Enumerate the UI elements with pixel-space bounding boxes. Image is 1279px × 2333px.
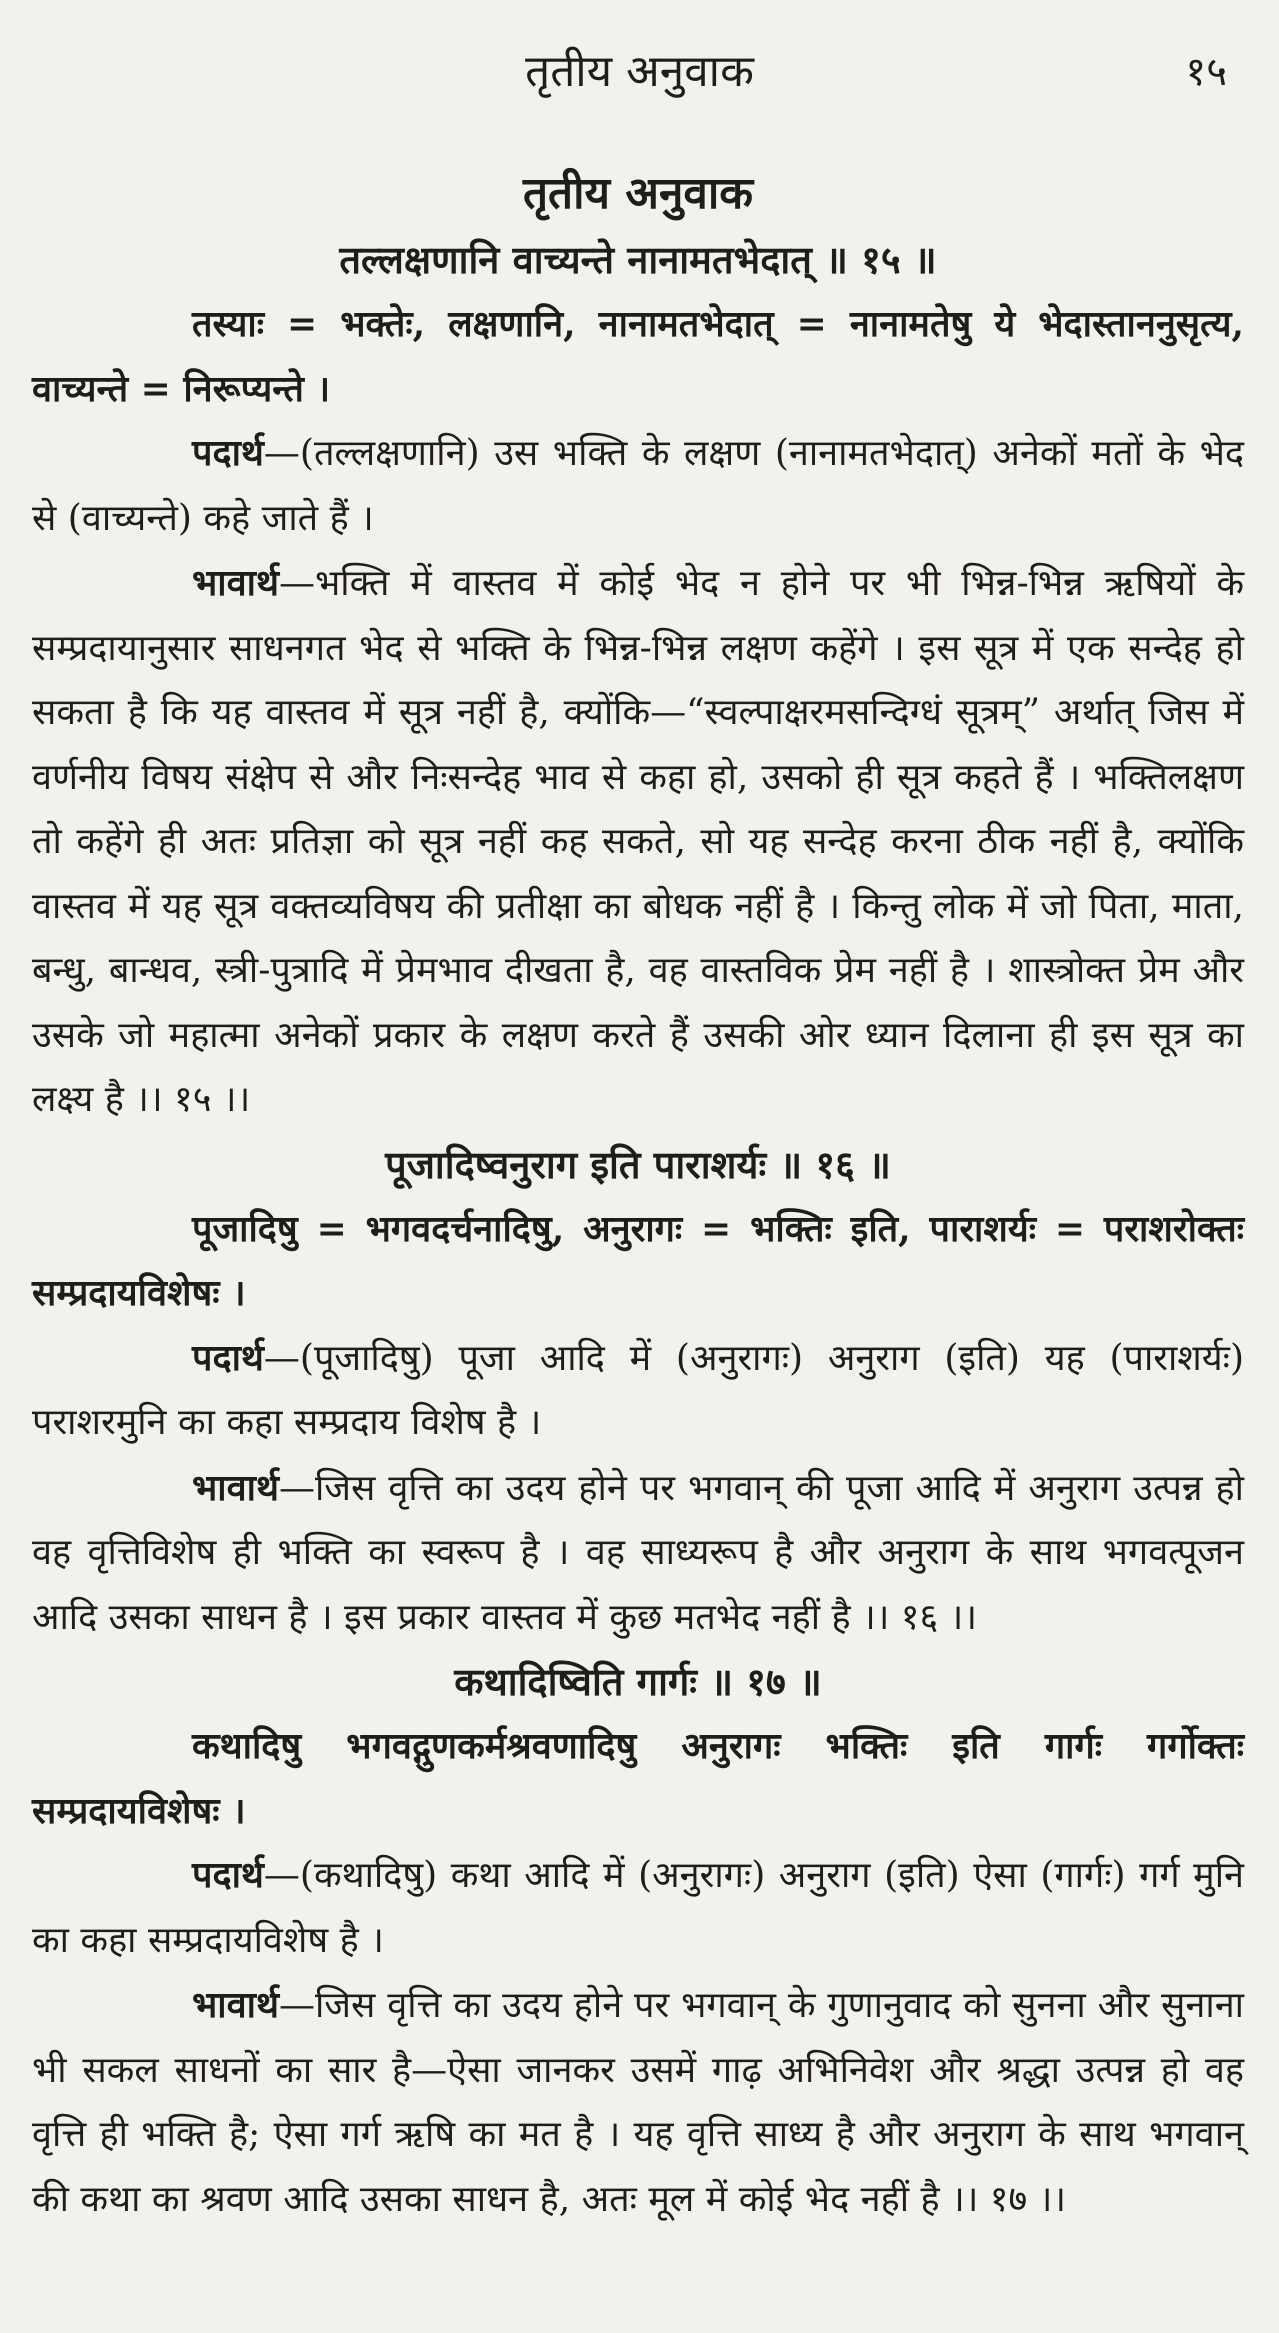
sanskrit-commentary: कथादिषु भगवद्गुणकर्मश्रवणादिषु अनुरागः भक्तिः इति गार्गः गर्गोक्तः सम्प्रदायविशेषः । [32,1725,1244,1832]
page-number: १५ [1185,49,1227,95]
padartha-text: —(कथादिषु) कथा आदि में (अनुरागः) अनुराग (इति) ऐसा (गार्गः) गर्ग मुनि का कहा सम्प्रदायविशेष है । [32,1855,1244,1961]
bhavartha-label: भावार्थ [192,1466,279,1509]
padartha-label: पदार्थ [192,1854,264,1896]
padartha-paragraph [32,421,1244,551]
bhavartha-text: —जिस वृत्ति का उदय होने पर भगवान् के गुणानुवाद को सुनना और सुनाना भी सकल साधनों का सार है—ऐसा जानकर उसमें गाढ़ अभिनिवेश और श्रद्धा उत्पन्न हो वह वृत्ति ही भक्ति है; ऐसा गर्ग ऋषि का मत है । यह वृत्ति साध्य है और अनुराग के साथ भगवान् की कथा का श्रवण आदि उसका साधन है, अतः मूल में कोई भेद नहीं है ।। १७ ।। [32,1985,1245,2220]
bhavartha-text: —भक्ति में वास्तव में कोई भेद न होने पर भी भिन्न-भिन्न ऋषियों के सम्प्रदायानुसार साधनगत भेद से भक्ति के भिन्न-भिन्न लक्षण कहेंगे । इस सूत्र में एक सन्देह हो सकता है कि यह वास्तव में सूत्र नहीं है, क्योंकि—“स्वल्पाक्षरमसन्दिग्धं सूत्रम्” अर्थात् जिस में वर्णनीय विषय संक्षेप से और निःसन्देह भाव से कहा हो, उसको ही सूत्र कहते हैं । भक्तिलक्षण तो कहेंगे ही अतः प्रतिज्ञा को सूत्र नहीं कह सकते, सो यह सन्देह करना ठीक नहीं है, क्योंकि वास्तव में यह सूत्र वक्तव्यविषय की प्रतीक्षा का बोधक नहीं है । किन्तु लोक में जो पिता, माता, बन्धु, बान्धव, स्त्री-पुत्रादि में प्रेमभाव दीखता है, वह वास्तविक प्रेम नहीं है । शास्त्रोक्त प्रेम और उसके जो महात्मा अनेकों प्रकार के लक्षण करते हैं उसकी ओर ध्यान दिलाना ही इस सूत्र का लक्ष्य है ।। १५ ।। [32,563,1244,1120]
sutra-heading: तल्लक्षणानि वाच्यन्ते नानामतभेदात् ॥ १५ ॥ [339,237,937,282]
bhavartha-label: भावार्थ [192,562,279,604]
padartha-label: पदार्थ [192,432,264,474]
sanskrit-commentary: तस्याः = भक्तेः, लक्षणानि, नानामतभेदात् = नानामतेषु ये भेदास्ताननुसृत्य, वाच्यन्ते = निरूप्यन्ते । [32,303,1244,410]
padartha-label: पदार्थ [192,1336,264,1379]
page-body [32,160,1244,2232]
chapter-title: तृतीय अनुवाक [522,168,754,219]
sanskrit-commentary: पूजादिषु = भगवदर्चनादिषु, अनुरागः = भक्तिः इति, पाराशर्यः = पराशरोक्तः सम्प्रदायविशेषः । [32,1207,1244,1314]
sutra-heading: पूजादिष्वनुराग इति पाराशर्यः ॥ १६ ॥ [385,1141,891,1187]
bhavartha-paragraph [32,1456,1244,1651]
padartha-paragraph [32,1326,1244,1456]
padartha-paragraph [32,1843,1244,1973]
bhavartha-text: —जिस वृत्ति का उदय होने पर भगवान् की पूजा आदि में अनुराग उत्पन्न हो वह वृत्तिविशेष ही भक्ति का स्वरूप है । वह साध्यरूप है और अनुराग के साथ भगवत्पूजन आदि उसका साधन है । इस प्रकार वास्तव में कुछ मतभेद नहीं है ।। १६ ।। [32,1467,1244,1638]
running-title: तृतीय अनुवाक [525,46,754,97]
sutra-heading: कथादिष्विति गार्गः ॥ १७ ॥ [454,1659,822,1704]
padartha-text: —(तल्लक्षणानि) उस भक्ति के लक्षण (नानामतभेदात्) अनेकों मतों के भेद से (वाच्यन्ते) कहे जाते हैं । [32,433,1244,539]
padartha-text: —(पूजादिषु) पूजा आदि में (अनुरागः) अनुराग (इति) यह (पाराशर्यः) पराशरमुनि का कहा सम्प्रदाय विशेष है । [32,1337,1244,1443]
bhavartha-label: भावार्थ [192,1984,279,2026]
bhavartha-paragraph [32,1973,1244,2232]
bhavartha-paragraph [32,551,1244,1133]
running-header [0,42,1279,102]
